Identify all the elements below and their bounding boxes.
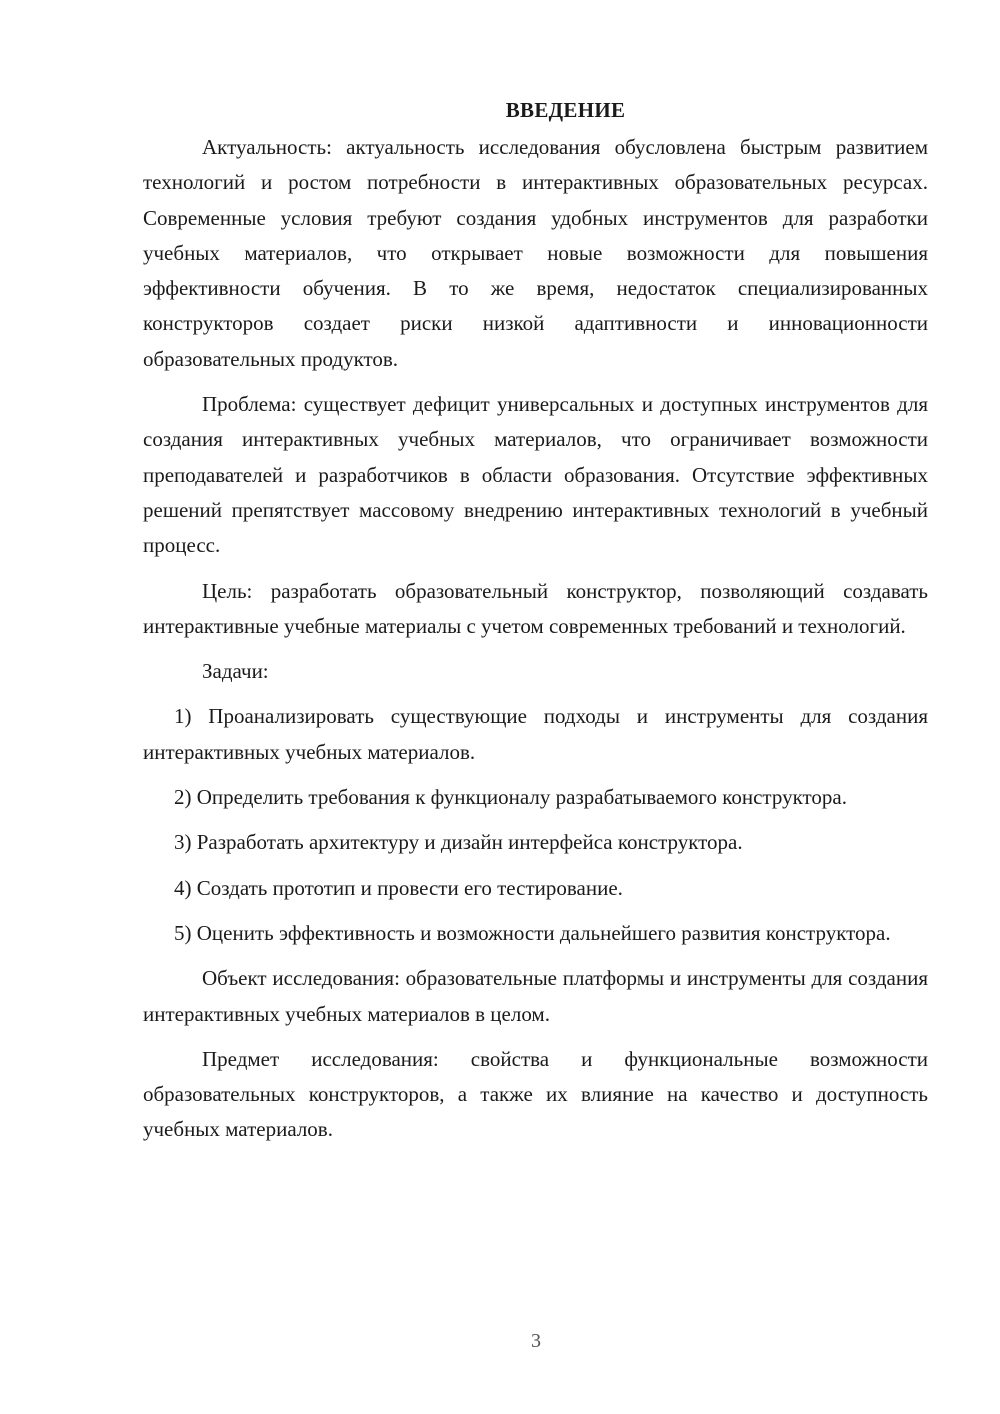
task-item: 1) Проанализировать существующие подходы и инструменты для создания интерактивных учебных материалов.: [143, 704, 928, 764]
task-item: 3) Разработать архитектуру и дизайн интерфейса конструктора.: [174, 830, 743, 855]
task-item: 5) Оценить эффективность и возможности дальнейшего развития конструктора.: [174, 920, 891, 945]
task-item: 4) Создать прототип и провести его тестирование.: [174, 875, 623, 900]
tasks-heading: Задачи:: [202, 659, 269, 684]
problem-paragraph: Проблема: существует дефицит универсальных и доступных инструментов для создания интерактивных учебных материалов, что ограничивает возможности преподавателей и разработчиков в области образования. Отсутствие эффективных решений препятствует массовому внедрению интерактивных технологий в учебный процесс.: [143, 392, 928, 558]
task-item: 2) Определить требования к функционалу разрабатываемого конструктора.: [174, 785, 847, 810]
object-paragraph: Объект исследования: образовательные платформы и инструменты для создания интерактивных учебных материалов в целом.: [143, 966, 928, 1026]
page-number: 3: [531, 1330, 541, 1352]
relevance-paragraph: Актуальность: актуальность исследования обусловлена быстрым развитием технологий и ростом потребности в интерактивных образовательных ресурсах. Современные условия требуют создания удобных инструментов для разработки учебных материалов, что открывает новые возможности для повышения эффективности обучения. В то же время, недостаток специализированных конструкторов создает риски низкой адаптивности и инновационности образовательных продуктов.: [143, 135, 928, 371]
document-page: [143, 92, 928, 1158]
section-title: ВВЕДЕНИЕ: [505, 98, 626, 122]
goal-paragraph: Цель: разработать образовательный конструктор, позволяющий создавать интерактивные учебные материалы с учетом современных требований и технологий.: [143, 578, 928, 638]
subject-paragraph: Предмет исследования: свойства и функциональные возможности образовательных конструкторов, а также их влияние на качество и доступность учебных материалов.: [143, 1046, 928, 1142]
